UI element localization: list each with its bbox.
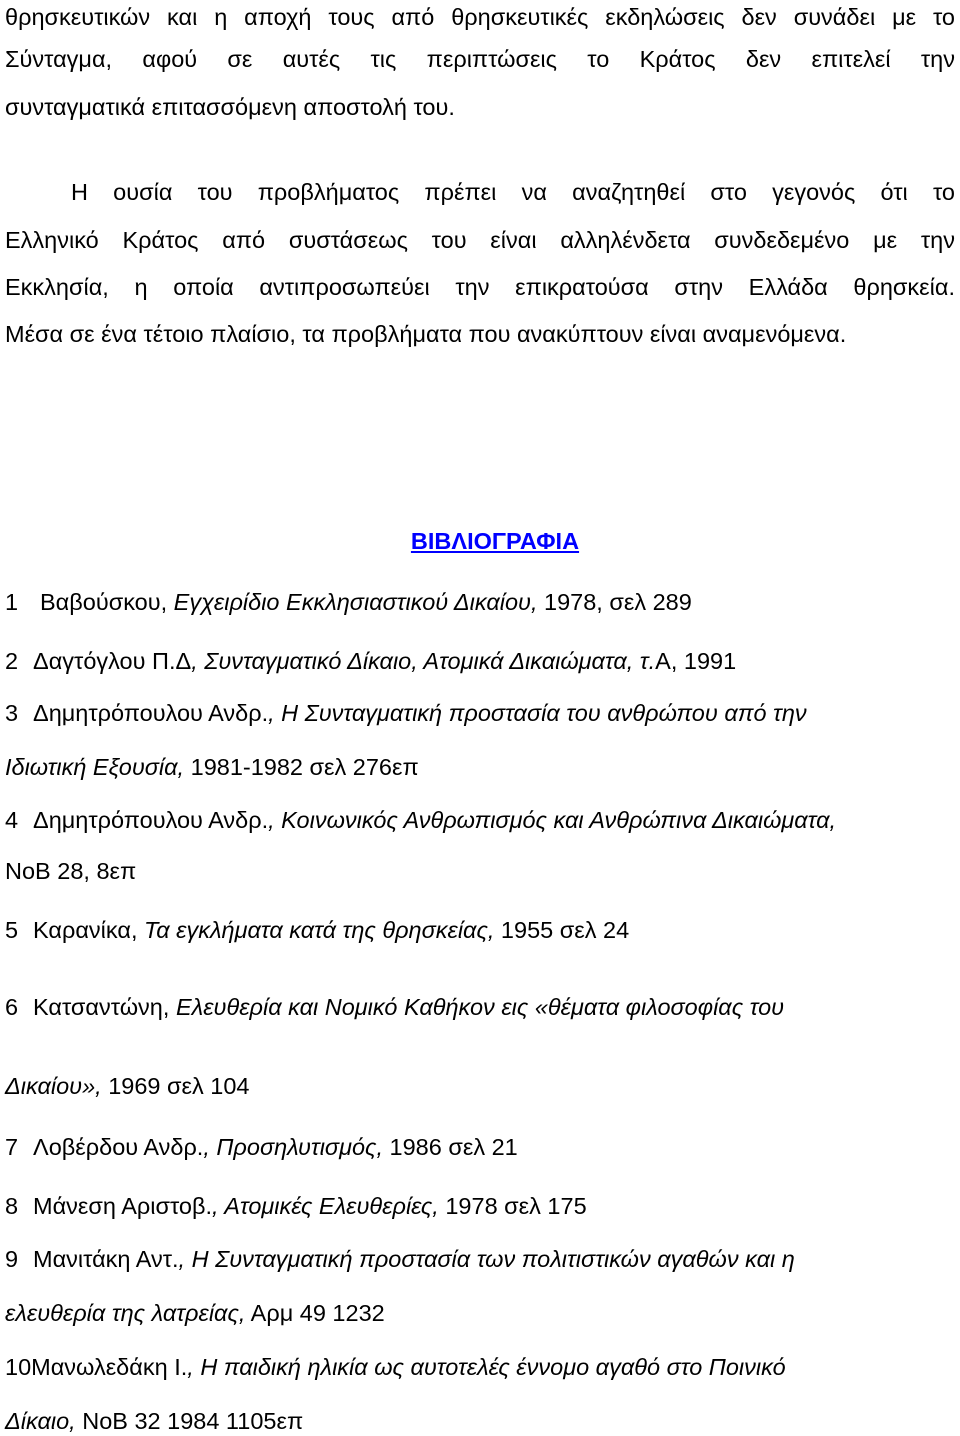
- entry-title: Δικαίου»,: [5, 1073, 102, 1099]
- entry-title: , Ατομικές Ελευθερίες,: [212, 1193, 439, 1219]
- entry-title: , Η Συνταγματική προστασία των πολιτιστικών αγαθών και η: [178, 1246, 795, 1272]
- entry-number: 3: [5, 700, 19, 726]
- entry-number: 9: [5, 1246, 19, 1272]
- entry-details: 1986 σελ 21: [383, 1134, 518, 1160]
- entry-details: 1978, σελ 289: [537, 589, 692, 615]
- bibliography-entry-continuation: [5, 1299, 385, 1327]
- bibliography-entry: [5, 1133, 518, 1161]
- entry-title: Ελευθερία και Νομικό Καθήκον εις «θέματα φιλοσοφίας του: [175, 994, 785, 1020]
- entry-author: Καρανίκα,: [33, 917, 145, 943]
- bibliography-entry: [5, 1192, 587, 1220]
- entry-author: Λοβέρδου Ανδρ.: [33, 1134, 204, 1160]
- entry-number: 8: [5, 1193, 19, 1219]
- bibliography-entry: [5, 699, 807, 727]
- bibliography-entry: [5, 1353, 786, 1381]
- entry-title: Τα εγκλήματα κατά της θρησκείας,: [144, 917, 495, 943]
- entry-details: 1978 σελ 175: [438, 1193, 587, 1219]
- entry-title: , Η Συνταγματική προστασία του ανθρώπου από την: [268, 700, 807, 726]
- entry-number: 10: [5, 1354, 32, 1380]
- paragraph-line: Εκκλησία, η οποία αντιπροσωπεύει την επικρατούσα στην Ελλάδα θρησκεία.: [5, 274, 955, 300]
- entry-details: Α, 1991: [655, 648, 737, 674]
- entry-number: 7: [5, 1134, 19, 1160]
- entry-number: 5: [5, 917, 19, 943]
- entry-title: , Προσηλυτισμός,: [203, 1134, 383, 1160]
- entry-title: Εγχειρίδιο Εκκλησιαστικού Δικαίου,: [173, 589, 538, 615]
- entry-number: 6: [5, 994, 19, 1020]
- entry-author: Δαγτόγλου Π.Δ: [33, 648, 192, 674]
- entry-title: , Συνταγματικό Δίκαιο, Ατομικά Δικαιώματα, τ.: [191, 648, 656, 674]
- entry-title: Δίκαιο,: [5, 1408, 76, 1434]
- entry-number: 4: [5, 807, 19, 833]
- bibliography-entry-continuation: [5, 857, 136, 885]
- entry-title: , Κοινωνικός Ανθρωπισμός και Ανθρώπινα Δικαιώματα,: [268, 807, 837, 833]
- bibliography-entry: [5, 588, 692, 616]
- entry-details: ΝοΒ 28, 8επ: [5, 858, 137, 884]
- bibliography-entry-continuation: [5, 1407, 303, 1435]
- paragraph-line: θρησκευτικών και η αποχή τους από θρησκευτικές εκδηλώσεις δεν συνάδει με το: [5, 4, 955, 30]
- paragraph-line: συνταγματικά επιτασσόμενη αποστολή του.: [5, 94, 455, 120]
- bibliography-entry-continuation: [5, 1072, 249, 1100]
- entry-author: Κατσαντώνη,: [33, 994, 176, 1020]
- entry-details: 1955 σελ 24: [494, 917, 630, 943]
- entry-details: 1981-1982 σελ 276επ: [184, 754, 419, 780]
- bibliography-entry: [5, 806, 836, 834]
- entry-author: Δημητρόπουλου Ανδρ.: [33, 700, 269, 726]
- entry-title: Ιδιωτική Εξουσία,: [5, 754, 185, 780]
- bibliography-entry-continuation: [5, 753, 419, 781]
- entry-title: ελευθερία της λατρείας,: [5, 1300, 246, 1326]
- bibliography-heading-link[interactable]: ΒΙΒΛΙΟΓΡΑΦΙΑ: [410, 528, 580, 554]
- bibliography-entry: [5, 1245, 795, 1273]
- paragraph-line: Η ουσία του προβλήματος πρέπει να αναζητηθεί στο γεγονός ότι το: [71, 179, 955, 205]
- entry-number: 1: [5, 589, 19, 615]
- entry-details: 1969 σελ 104: [101, 1073, 250, 1099]
- bibliography-entry: [5, 916, 629, 944]
- entry-author: Μανιτάκη Αντ.: [33, 1246, 179, 1272]
- paragraph-line: Σύνταγμα, αφού σε αυτές τις περιπτώσεις το Κράτος δεν επιτελεί την: [5, 46, 955, 72]
- bibliography-heading: [0, 527, 960, 555]
- entry-number: 2: [5, 648, 19, 674]
- entry-title: , Η παιδική ηλικία ως αυτοτελές έννομο αγαθό στο Ποινικό: [187, 1354, 786, 1380]
- entry-details: ΝοΒ 32 1984 1105επ: [75, 1408, 304, 1434]
- entry-details: Αρμ 49 1232: [245, 1300, 385, 1326]
- entry-author: Μανωλεδάκη Ι.: [31, 1354, 188, 1380]
- paragraph-line: Ελληνικό Κράτος από συστάσεως του είναι αλληλένδετα συνδεδεμένο με την: [5, 227, 955, 253]
- entry-author: Βαβούσκου,: [40, 589, 174, 615]
- bibliography-entry: [5, 647, 736, 675]
- bibliography-entry: [5, 993, 784, 1021]
- entry-author: Δημητρόπουλου Ανδρ.: [33, 807, 269, 833]
- entry-author: Μάνεση Αριστοβ.: [33, 1193, 213, 1219]
- paragraph-line: Μέσα σε ένα τέτοιο πλαίσιο, τα προβλήματα που ανακύπτουν είναι αναμενόμενα.: [5, 321, 847, 347]
